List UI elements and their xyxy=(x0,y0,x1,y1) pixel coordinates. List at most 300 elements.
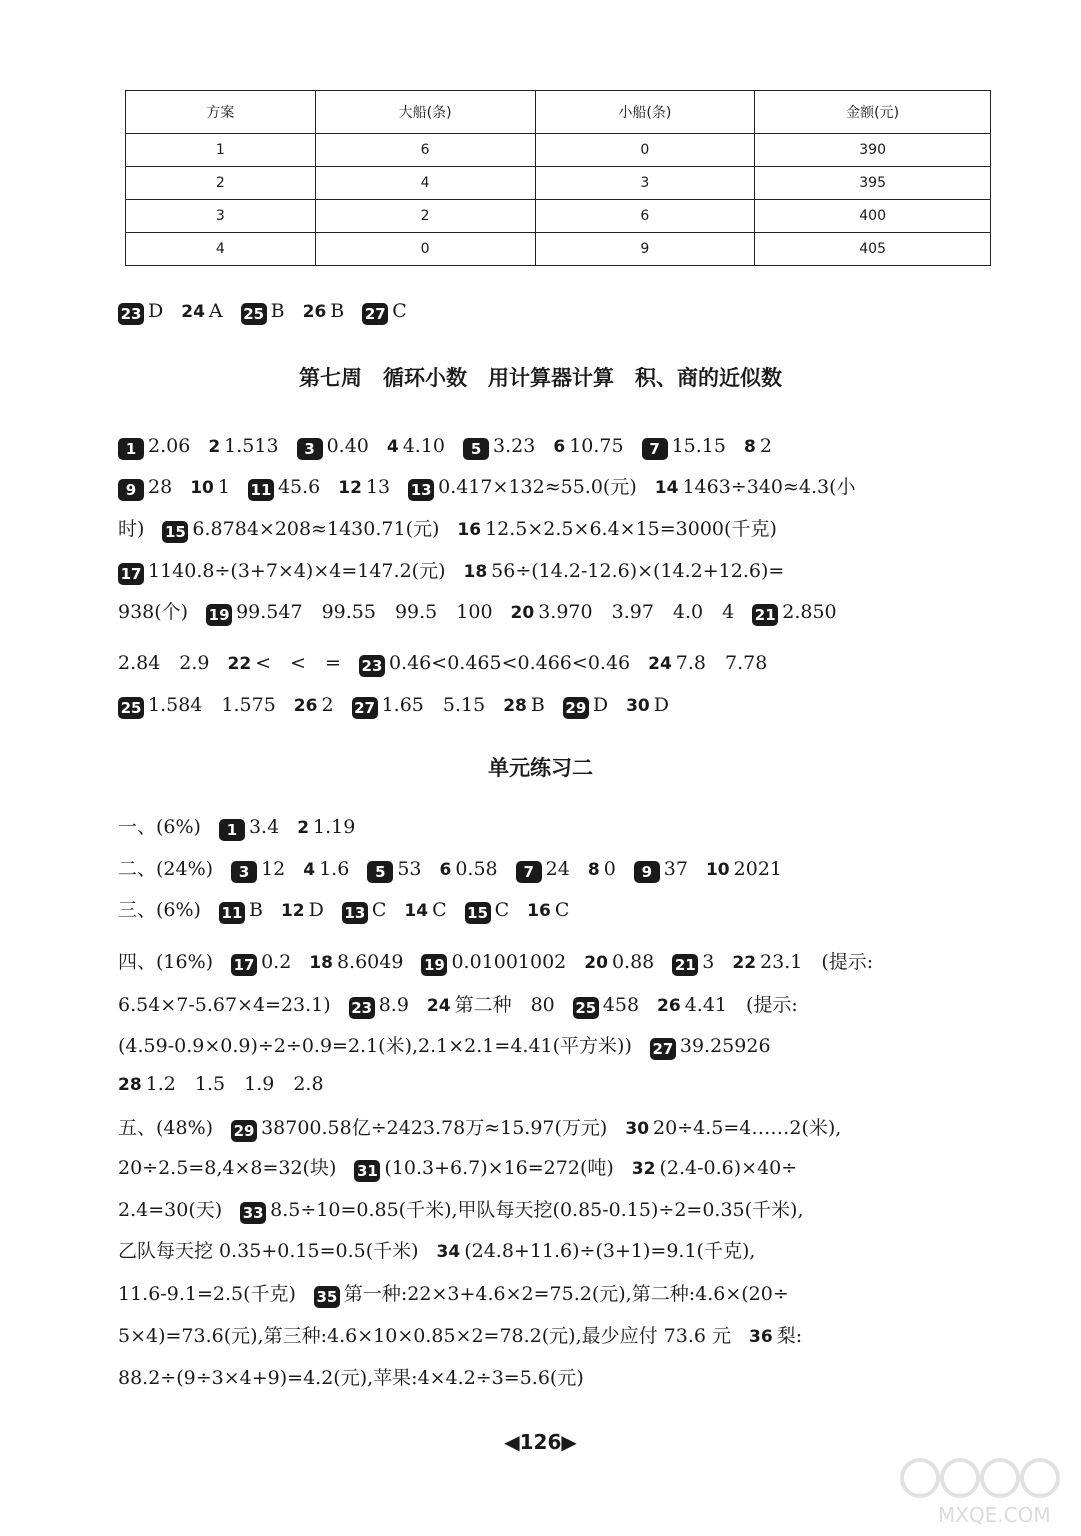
answer-item xyxy=(118,1364,584,1392)
answer-text: 0.417×132≈55.0(元) xyxy=(438,476,637,498)
answer-item xyxy=(744,432,772,461)
question-number: 20 xyxy=(510,603,535,623)
answer-text: D xyxy=(592,694,609,716)
question-number-badge: 11 xyxy=(219,902,245,924)
answer-text: < < = xyxy=(255,652,341,674)
answer-item xyxy=(625,1114,841,1143)
answer-item xyxy=(118,297,163,325)
answer-text: 乙队每天挖 0.35+0.15=0.5(千米) xyxy=(118,1240,419,1262)
answer-item xyxy=(118,855,213,883)
plan-table xyxy=(125,90,991,266)
question-number-badge: 5 xyxy=(367,861,393,883)
answer-item xyxy=(463,432,535,460)
answer-text: (2.4-0.6)×40÷ xyxy=(659,1157,798,1179)
table-cell: 4 xyxy=(126,233,316,266)
table-cell: 小船(条) xyxy=(535,91,755,134)
answer-line xyxy=(118,1322,998,1351)
answer-item xyxy=(516,855,570,883)
answer-text: 938(个) xyxy=(118,601,189,623)
question-number: 22 xyxy=(732,953,757,973)
answer-text: 1.19 xyxy=(313,816,356,838)
answer-line xyxy=(118,1070,998,1099)
question-number-badge: 1 xyxy=(219,819,245,841)
answer-text: 13 xyxy=(365,476,391,498)
question-number: 20 xyxy=(584,953,608,973)
question-number: 6 xyxy=(439,860,452,880)
table-row xyxy=(126,167,991,200)
question-number-badge: 11 xyxy=(248,479,274,501)
table-cell: 4 xyxy=(315,167,535,200)
answer-item xyxy=(208,432,278,461)
answer-text: 99.547 99.55 99.5 100 xyxy=(236,601,493,623)
answer-item xyxy=(511,598,735,627)
answer-text: 1 xyxy=(217,476,230,498)
answer-item xyxy=(219,896,263,924)
answer-text: 39.25926 xyxy=(679,1035,771,1057)
answer-item xyxy=(181,297,222,326)
answer-text: C xyxy=(392,300,407,322)
question-number-badge: 33 xyxy=(240,1202,266,1224)
answer-item xyxy=(228,649,341,678)
answer-line xyxy=(118,896,998,925)
watermark-logo xyxy=(898,1450,1073,1530)
table-cell: 395 xyxy=(755,167,991,200)
answer-line xyxy=(118,1196,998,1224)
question-number-badge: 29 xyxy=(231,1120,257,1142)
answer-item xyxy=(297,813,355,842)
answer-text: 0 xyxy=(603,858,616,880)
answer-item xyxy=(349,991,409,1019)
answer-text: B xyxy=(330,300,345,322)
answer-item xyxy=(427,991,555,1020)
answer-text: 0.58 xyxy=(455,858,498,880)
table-cell: 1 xyxy=(126,134,316,167)
answer-text: 1.6 xyxy=(319,858,350,880)
answer-item xyxy=(294,691,334,720)
table-cell: 3 xyxy=(535,167,755,200)
question-number-badge: 9 xyxy=(118,479,144,501)
answer-line xyxy=(118,515,998,544)
answer-text: 1463÷340≈4.3(小 xyxy=(682,476,856,498)
answer-item xyxy=(437,1237,756,1266)
question-number: 6 xyxy=(553,437,566,457)
answer-text: 38700.58亿÷2423.78万≈15.97(万元) xyxy=(261,1117,608,1139)
answer-item xyxy=(297,432,369,460)
answer-item xyxy=(206,598,492,626)
answer-item xyxy=(219,813,279,841)
answer-text: 3 xyxy=(702,951,715,973)
question-number-badge: 25 xyxy=(118,697,144,719)
table-cell: 390 xyxy=(755,134,991,167)
question-number: 14 xyxy=(654,478,679,498)
answer-line xyxy=(118,1154,998,1183)
answer-item xyxy=(342,896,387,924)
question-number: 28 xyxy=(118,1075,142,1095)
question-number-badge: 7 xyxy=(642,438,668,460)
table-cell: 0 xyxy=(535,134,755,167)
answer-item xyxy=(588,855,616,884)
question-number: 24 xyxy=(181,302,205,322)
answer-item xyxy=(118,1154,336,1182)
answer-text: 2 xyxy=(759,435,772,457)
answer-text: 4.10 xyxy=(402,435,446,457)
answer-line xyxy=(118,1237,998,1266)
answer-text: 8.9 xyxy=(378,994,409,1016)
answer-item xyxy=(240,1196,803,1224)
question-number: 12 xyxy=(338,478,362,498)
answer-item xyxy=(338,473,390,502)
page-prev-arrow-icon: ◀ xyxy=(504,1430,520,1454)
answer-item xyxy=(118,1237,419,1265)
answer-text: 0.46<0.465<0.466<0.46 xyxy=(388,652,631,674)
table-row xyxy=(126,91,991,134)
answer-text: C xyxy=(371,899,387,921)
answer-line xyxy=(118,948,998,977)
answer-item xyxy=(118,1322,731,1350)
question-number-badge: 1 xyxy=(118,438,144,460)
answer-item xyxy=(118,598,188,626)
question-number-badge: 13 xyxy=(408,479,434,501)
question-number: 26 xyxy=(657,996,681,1016)
table-cell: 3 xyxy=(126,200,316,233)
table-cell: 2 xyxy=(315,200,535,233)
question-number: 10 xyxy=(705,860,730,880)
answer-line xyxy=(118,1280,998,1308)
question-number: 34 xyxy=(436,1242,461,1262)
answer-text: 二、(24%) xyxy=(118,858,214,880)
answer-item xyxy=(503,691,545,720)
answer-item xyxy=(563,691,608,719)
answer-line xyxy=(118,991,998,1020)
answer-item xyxy=(118,557,445,585)
answer-item xyxy=(527,896,569,925)
answer-item xyxy=(303,855,349,884)
answer-item xyxy=(362,297,407,325)
question-number: 26 xyxy=(293,696,318,716)
answer-text: 一、(6%) xyxy=(118,816,201,838)
answer-item xyxy=(118,649,210,677)
answer-item xyxy=(706,855,782,884)
answer-text: 0.88 xyxy=(611,951,655,973)
answer-item xyxy=(118,1070,324,1099)
answer-item xyxy=(732,948,873,977)
answer-item xyxy=(118,432,190,460)
answer-item xyxy=(408,473,637,501)
answer-text: (10.3+6.7)×16=272(吨) xyxy=(384,1157,614,1179)
answer-text: 7.8 7.78 xyxy=(675,652,768,674)
question-number-badge: 27 xyxy=(362,303,388,325)
answer-text: 2.06 xyxy=(148,435,191,457)
table-cell: 金额(元) xyxy=(755,91,991,134)
answer-text: D xyxy=(308,899,324,921)
answer-text: 0.2 xyxy=(261,951,292,973)
answer-item xyxy=(248,473,320,501)
question-number-badge: 7 xyxy=(516,861,542,883)
question-number-badge: 17 xyxy=(118,563,144,585)
answer-item xyxy=(118,1196,222,1224)
answer-text: 11.6-9.1=2.5(千克) xyxy=(118,1283,296,1305)
answer-text: D xyxy=(653,694,669,716)
question-number: 8 xyxy=(744,437,756,457)
answer-item xyxy=(309,948,403,977)
question-number: 16 xyxy=(457,520,482,540)
question-number: 8 xyxy=(587,860,600,880)
question-number-badge: 25 xyxy=(573,997,599,1019)
answer-text: 20÷2.5=8,4×8=32(块) xyxy=(118,1157,337,1179)
answer-item xyxy=(314,1280,789,1308)
answer-item xyxy=(303,297,345,326)
answer-text: 三、(6%) xyxy=(118,899,201,921)
question-number-badge: 27 xyxy=(650,1038,676,1060)
question-number-badge: 15 xyxy=(162,521,188,543)
answer-item xyxy=(626,691,669,720)
answer-item xyxy=(118,473,172,501)
answer-item xyxy=(118,813,201,841)
answer-text: 53 xyxy=(397,858,422,880)
table-row xyxy=(126,200,991,233)
answer-item xyxy=(354,1154,613,1182)
answer-item xyxy=(584,948,654,977)
answer-item xyxy=(648,649,767,678)
answer-item xyxy=(118,991,331,1019)
answer-text: C xyxy=(494,899,510,921)
answer-text: 12.5×2.5×6.4×15=3000(千克) xyxy=(485,518,777,540)
answer-line xyxy=(118,649,998,678)
answer-item xyxy=(672,948,714,976)
question-number-badge: 23 xyxy=(118,303,144,325)
table-cell: 2 xyxy=(126,167,316,200)
table-cell: 0 xyxy=(315,233,535,266)
table-cell: 6 xyxy=(535,200,755,233)
answer-item xyxy=(231,855,285,883)
answer-text: 2.4=30(天) xyxy=(118,1199,223,1221)
answer-item xyxy=(404,896,446,925)
answer-item xyxy=(657,991,798,1020)
answer-item xyxy=(553,432,623,461)
question-number: 2 xyxy=(297,818,310,838)
table-cell: 大船(条) xyxy=(315,91,535,134)
question-number-badge: 3 xyxy=(297,438,323,460)
question-number-badge: 23 xyxy=(359,655,385,677)
answer-item xyxy=(421,948,566,976)
question-number-badge: 27 xyxy=(352,697,378,719)
answer-text: 5×4)=73.6(元),第三种:4.6×10×0.85×2=78.2(元),最少应付 73.6 元 xyxy=(118,1325,732,1347)
answer-text: 37 xyxy=(663,858,688,880)
answer-item xyxy=(281,896,324,925)
question-number-badge: 21 xyxy=(752,604,778,626)
answer-item xyxy=(352,691,486,719)
answer-text: 第二种 80 xyxy=(454,994,555,1016)
answer-text: 28 xyxy=(148,476,173,498)
answer-text: 四、(16%) xyxy=(118,951,214,973)
question-number: 18 xyxy=(463,562,488,582)
answer-text: 0.01001002 xyxy=(451,951,567,973)
answer-text: 10.75 xyxy=(569,435,624,457)
question-number: 2 xyxy=(208,437,221,457)
section-heading-unit2: 单元练习二 xyxy=(488,755,593,780)
question-number: 12 xyxy=(280,901,305,921)
answer-item xyxy=(465,896,510,924)
question-number: 30 xyxy=(625,1119,650,1139)
answer-text: 五、(48%) xyxy=(118,1117,214,1139)
answer-item xyxy=(118,515,144,543)
answer-line xyxy=(118,855,998,884)
page-number-text: 126 xyxy=(519,1430,562,1454)
watermark-text: MXQE.COM xyxy=(938,1503,1051,1527)
answer-text: 8.5÷10=0.85(千米),甲队每天挖(0.85-0.15)÷2=0.35(千米), xyxy=(270,1199,804,1221)
answer-text: 2.84 2.9 xyxy=(118,652,210,674)
question-number-badge: 15 xyxy=(465,902,491,924)
answer-item xyxy=(440,855,498,884)
question-number-badge: 35 xyxy=(314,1286,340,1308)
answer-text: 3.970 3.97 4.0 4 xyxy=(538,601,735,623)
answer-text: 1.584 1.575 xyxy=(148,694,276,716)
answer-item xyxy=(752,598,836,626)
question-number: 4 xyxy=(386,437,399,457)
question-number-badge: 31 xyxy=(354,1160,380,1182)
question-number-badge: 9 xyxy=(634,861,660,883)
answer-line xyxy=(118,813,998,842)
answer-item xyxy=(650,1032,771,1060)
answer-text: 3.23 xyxy=(493,435,536,457)
table-cell: 6 xyxy=(315,134,535,167)
question-number: 16 xyxy=(527,901,551,921)
answer-item xyxy=(231,1114,607,1142)
answer-text: D xyxy=(148,300,164,322)
question-number-badge: 21 xyxy=(672,954,698,976)
answer-text: (4.59-0.9×0.9)÷2÷0.9=2.1(米),2.1×2.1=4.41(平方米)) xyxy=(118,1035,632,1057)
answer-item xyxy=(241,297,285,325)
question-number: 10 xyxy=(190,478,214,498)
answer-item xyxy=(632,1154,797,1183)
question-number: 22 xyxy=(227,654,252,674)
section-heading-week7: 第七周 循环小数 用计算器计算 积、商的近似数 xyxy=(299,365,782,390)
answer-text: 4.41 (提示: xyxy=(684,994,798,1016)
answer-item xyxy=(634,855,688,883)
answer-text: 8.6049 xyxy=(336,951,404,973)
answer-text: B xyxy=(270,300,285,322)
question-number: 30 xyxy=(626,696,650,716)
answer-text: 1.65 5.15 xyxy=(381,694,486,716)
answer-text: 12 xyxy=(261,858,286,880)
answer-text: 0.40 xyxy=(326,435,369,457)
answer-item xyxy=(231,948,291,976)
question-number-badge: 25 xyxy=(241,303,267,325)
answer-text: C xyxy=(554,899,570,921)
answer-text: 2.850 xyxy=(782,601,837,623)
table-cell: 400 xyxy=(755,200,991,233)
table-row xyxy=(126,233,991,266)
answer-text: 458 xyxy=(602,994,640,1016)
question-number: 18 xyxy=(309,953,333,973)
question-number: 4 xyxy=(303,860,316,880)
table-cell: 405 xyxy=(755,233,991,266)
answer-line xyxy=(118,1032,998,1060)
answer-text: 56÷(14.2-12.6)×(14.2+12.6)= xyxy=(491,560,785,582)
answer-text: 6.8784×208≈1430.71(元) xyxy=(192,518,440,540)
answer-text: B xyxy=(248,899,263,921)
answer-text: 2021 xyxy=(733,858,782,880)
answer-item xyxy=(359,649,630,677)
answer-item xyxy=(118,691,276,719)
answer-text: A xyxy=(208,300,223,322)
answer-item xyxy=(118,896,201,924)
answer-text: 45.6 xyxy=(277,476,321,498)
question-number: 32 xyxy=(631,1159,656,1179)
question-number-badge: 5 xyxy=(463,438,489,460)
answer-line xyxy=(118,1114,998,1143)
answer-text: 6.54×7-5.67×4=23.1) xyxy=(118,994,331,1016)
answer-item xyxy=(457,515,776,544)
answer-item xyxy=(190,473,230,502)
table-cell: 方案 xyxy=(126,91,316,134)
answer-text: 20÷4.5=4……2(米), xyxy=(653,1117,842,1139)
question-number-badge: 19 xyxy=(421,954,447,976)
answer-item xyxy=(367,855,421,883)
answer-text: 15.15 xyxy=(671,435,726,457)
answer-text: 时) xyxy=(118,518,145,540)
answer-text: 88.2÷(9÷3×4+9)=4.2(元),苹果:4×4.2÷3=5.6(元) xyxy=(118,1367,584,1389)
question-number: 26 xyxy=(302,302,327,322)
answer-item xyxy=(655,473,856,502)
question-number: 24 xyxy=(648,654,672,674)
answer-item xyxy=(642,432,726,460)
answer-item xyxy=(118,1280,296,1308)
answer-line xyxy=(118,1364,998,1392)
question-number-badge: 17 xyxy=(231,954,257,976)
question-number: 14 xyxy=(404,901,429,921)
question-number-badge: 3 xyxy=(231,861,257,883)
answer-text: 1.513 xyxy=(224,435,279,457)
answer-text: 3.4 xyxy=(248,816,280,838)
answer-text: 1.2 1.5 1.9 2.8 xyxy=(145,1073,324,1095)
question-number-badge: 29 xyxy=(563,697,589,719)
question-number: 36 xyxy=(749,1327,773,1347)
answer-text: 梨: xyxy=(776,1325,803,1347)
answer-item xyxy=(749,1322,802,1351)
answer-item xyxy=(162,515,439,543)
answer-line xyxy=(118,473,998,502)
answer-line xyxy=(118,297,998,326)
answer-item xyxy=(387,432,445,461)
answer-text: C xyxy=(432,899,447,921)
answer-text: 24 xyxy=(545,858,570,880)
answer-line xyxy=(118,432,998,461)
table-cell: 9 xyxy=(535,233,755,266)
answer-item xyxy=(118,948,213,976)
answer-item xyxy=(118,1032,632,1060)
question-number-badge: 23 xyxy=(349,997,375,1019)
answer-item xyxy=(573,991,639,1019)
answer-item xyxy=(463,557,784,586)
answer-text: 2 xyxy=(321,694,334,716)
table-row xyxy=(126,134,991,167)
question-number: 24 xyxy=(426,996,451,1016)
answer-text: 23.1 (提示: xyxy=(760,951,874,973)
answer-text: 1140.8÷(3+7×4)×4=147.2(元) xyxy=(148,560,446,582)
answer-item xyxy=(118,1114,213,1142)
question-number: 28 xyxy=(503,696,527,716)
question-number-badge: 19 xyxy=(206,604,232,626)
answer-text: (24.8+11.6)÷(3+1)=9.1(千克), xyxy=(464,1240,756,1262)
answer-line xyxy=(118,557,998,586)
answer-text: B xyxy=(530,694,545,716)
answer-line xyxy=(118,598,998,627)
answer-line xyxy=(118,691,998,720)
question-number-badge: 13 xyxy=(342,902,368,924)
answer-text: 第一种:22×3+4.6×2=75.2(元),第二种:4.6×(20÷ xyxy=(343,1283,789,1305)
page-next-arrow-icon: ▶ xyxy=(561,1430,577,1454)
